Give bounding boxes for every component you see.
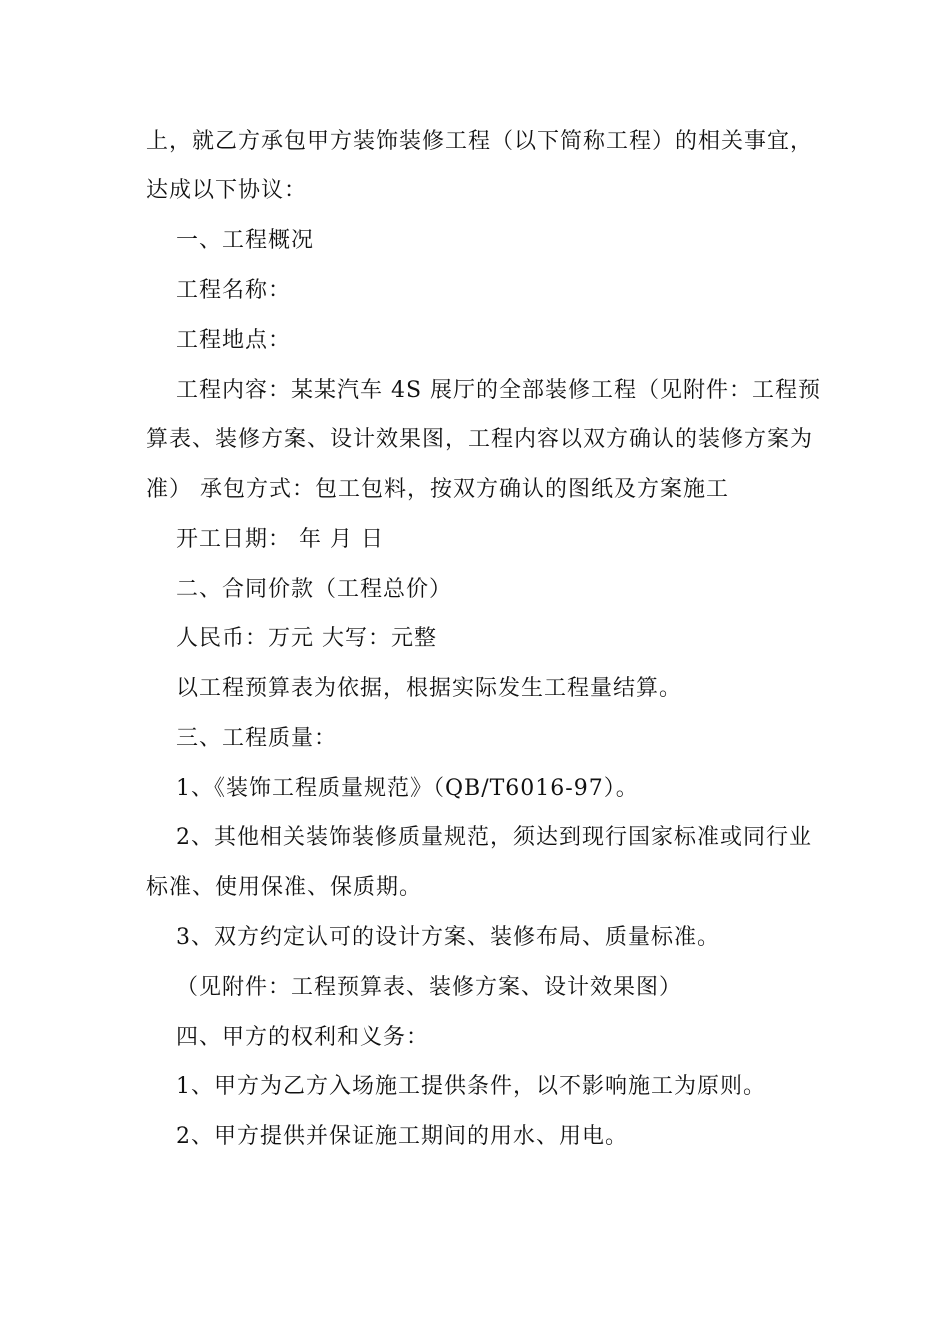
- paragraph-line: 准） 承包方式：包工包料，按双方确认的图纸及方案施工: [146, 477, 729, 502]
- paragraph-line: （见附件：工程预算表、装修方案、设计效果图）: [176, 975, 683, 1000]
- section-heading: 二、合同价款（工程总价）: [176, 577, 453, 602]
- paragraph-line: 以工程预算表为依据，根据实际发生工程量结算。: [176, 676, 683, 701]
- paragraph-line: 达成以下协议：: [146, 178, 308, 203]
- list-item: 2、其他相关装饰装修质量规范，须达到现行国家标准或同行业: [176, 825, 812, 850]
- list-item: 1、《装饰工程质量规范》（QB/T6016-97）。: [176, 776, 639, 801]
- list-item: 2、甲方提供并保证施工期间的用水、用电。: [176, 1124, 628, 1149]
- paragraph-line: 人民币：万元 大写：元整: [176, 626, 437, 651]
- section-heading: 一、工程概况: [176, 228, 315, 253]
- paragraph-line: 工程地点：: [176, 328, 292, 353]
- section-heading: 三、工程质量：: [176, 726, 338, 751]
- paragraph-line: 标准、使用保准、保质期。: [146, 875, 423, 900]
- paragraph-line: 工程内容：某某汽车 4S 展厅的全部装修工程（见附件：工程预: [176, 378, 822, 403]
- section-heading: 四、甲方的权利和义务：: [176, 1025, 430, 1050]
- paragraph-line: 开工日期： 年 月 日: [176, 527, 384, 552]
- paragraph-line: 算表、装修方案、设计效果图，工程内容以双方确认的装修方案为: [146, 427, 814, 452]
- paragraph-line: 上，就乙方承包甲方装饰装修工程（以下简称工程）的相关事宜，: [146, 129, 814, 154]
- list-item: 3、双方约定认可的设计方案、装修布局、质量标准。: [176, 925, 720, 950]
- paragraph-line: 工程名称：: [176, 278, 292, 303]
- list-item: 1、甲方为乙方入场施工提供条件，以不影响施工为原则。: [176, 1074, 766, 1099]
